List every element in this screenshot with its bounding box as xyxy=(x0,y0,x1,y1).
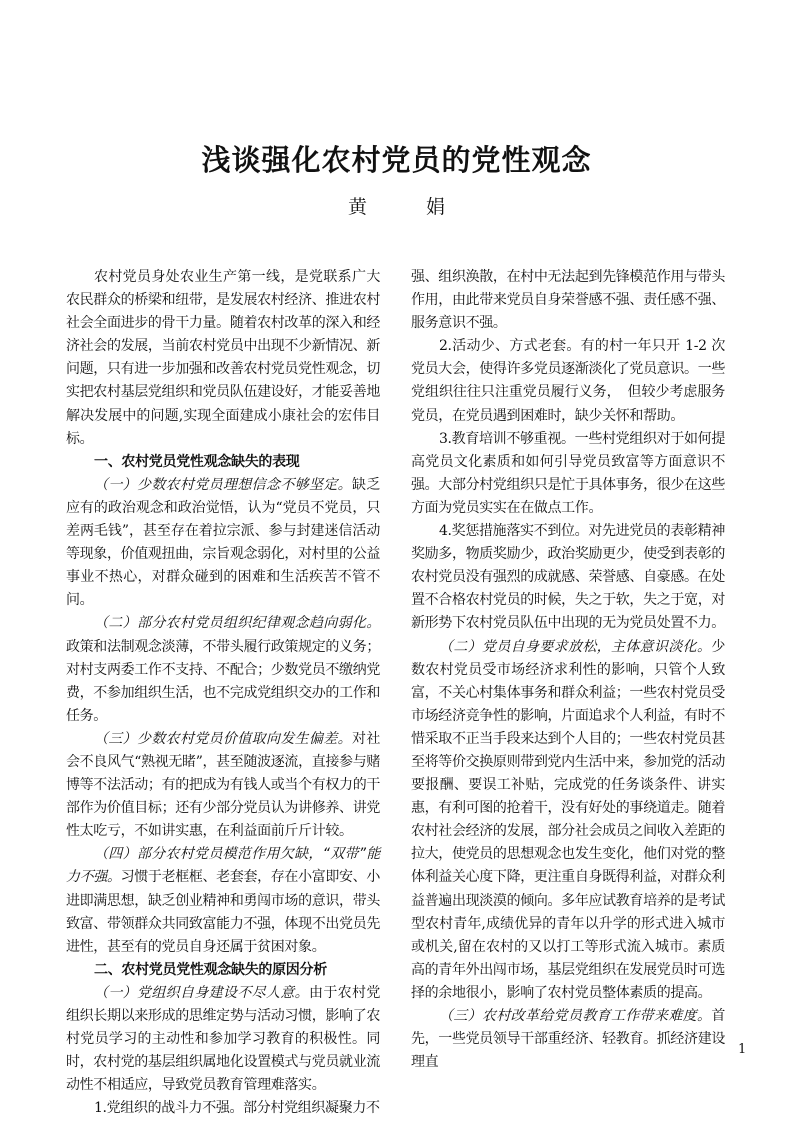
left-column xyxy=(66,266,380,1120)
article-title: 浅谈强化农村党员的党性观念 xyxy=(201,143,592,177)
paragraph-1-4-body: 习惯于老框框、老套套，存在小富即安、小进即满思想，缺乏创业精神和勇闯市场的意识，带头致富、带领群众共同致富能力不强，体现不出党员先进性，甚至有的党员自身还属于贫困对象。 xyxy=(66,869,380,955)
author-name: 黄 娟 xyxy=(347,196,465,218)
page-number: 1 xyxy=(738,1042,747,1057)
intro-paragraph: 农村党员身处农业生产第一线，是党联系广大农民群众的桥梁和纽带，是发展农村经济、推进农村社会全面进步的骨干力量。随着农村改革的深入和经济社会的发展，当前农村党员中出现不少新情况、新问题，只有进一步加强和改善农村党员党性观念，切实把农村基层党组织和党员队伍建设好，才能妥善地解决发展中的问题,实现全面建成小康社会的宏伟目标。 xyxy=(66,269,380,447)
subheading-2-2: （二）党员自身要求放松，主体意识淡化。 xyxy=(439,638,712,655)
subheading-1-2: （二）部分农村党员组织纪律观念趋向弱化。 xyxy=(94,615,380,632)
paragraph-2-2 xyxy=(411,636,725,1006)
list-item-1: 1.党组织的战斗力不强。部分村党组织凝聚力不 xyxy=(94,1100,380,1117)
paragraph-1-3 xyxy=(66,728,380,843)
subheading-2-3: （三）农村改革给党员教育工作带来难度。 xyxy=(439,1008,712,1024)
paragraph-1-2 xyxy=(66,612,380,727)
right-column xyxy=(411,266,725,1074)
paragraph-1-1 xyxy=(66,474,380,613)
paragraph-1-3-body: 对社会不良风气“熟视无睹”，甚至随波逐流，直接参与赌博等不法活动；有的把成为有钱人或当个有权力的干部作为价值目标；还有少部分党员认为讲修养、讲党性太吃亏，不如讲实惠，在利益面前斤斤计较。 xyxy=(66,730,380,840)
paragraph-1-2-body: 政策和法制观念淡薄，不带头履行政策规定的义务；对村支两委工作不支持、不配合；少数党员不缴纳党费，不参加组织生活，也不完成党组织交办的工作和任务。 xyxy=(66,638,380,724)
list-item-2: 2.活动少、方式老套。有的村一年只开 1-2 次党员大会，使得许多党员逐渐淡化了党员意识。一些党组织往往只注重党员履行义务， 但较少考虑服务党员，在党员遇到困难时，缺少关怀和帮助。 xyxy=(411,338,725,424)
paragraph-1-4 xyxy=(66,843,380,958)
list-item-3: 3.教育培训不够重视。一些村党组织对于如何提高党员文化素质和如何引导党员致富等方面意识不强。大部分村党组织只是忙于具体事务，很少在这些方面为党员实实在在做点工作。 xyxy=(411,430,725,516)
list-item-4: 4.奖惩措施落实不到位。对先进党员的表彰精神奖励多，物质奖励少，政治奖励更少，使受到表彰的农村党员没有强烈的成就感、荣誉感、自豪感。在处置不合格农村党员的时候，失之于软，失之于宽，对新形势下农村党员队伍中出现的无为党员处置不力。 xyxy=(411,523,725,632)
paragraph-2-3-body: 首先，一些党员领导干部重经济、轻教育。抓经济建设理直 xyxy=(411,1008,725,1071)
list-item-1-continued: 强、组织涣散，在村中无法起到先锋模范作用与带头作用，由此带来党员自身荣誉感不强、责任感不强、服务意识不强。 xyxy=(411,269,725,332)
section-heading-1: 一、农村党员党性观念缺失的表现 xyxy=(94,453,300,470)
paragraph-2-2-body: 少数农村党员受市场经济求利性的影响，只管个人致富，不关心村集体事务和群众利益；一些农村党员受市场经济竞争性的影响，片面追求个人利益，有时不惜采取不正当手段来达到个人目的；一些农村党员甚至将等价交换原则带到党内生活中来，参加党的活动要报酬、要误工补贴，完成党的任务谈条件、讲实惠，有利可图的抢着干，没有好处的事绕道走。随着农村社会经济的发展，部分社会成员之间收入差距的拉大，使党员的思想观念也发生变化，他们对党的整体利益关心度下降，更注重自身既得利益，对群众利益普遍出现淡漠的倾向。多年应试教育培养的是考试型农村青年,成绩优异的青年以升学的形式进入城市或机关,留在农村的又以打工等形式流入城市。素质高的青年外出闯市场，基层党组织在发展党员时可选择的余地很小，影响了农村党员整体素质的提高。 xyxy=(411,638,725,1001)
paragraph-2-1 xyxy=(66,982,380,1097)
subheading-1-3: （三）少数农村党员价值取向发生偏差。 xyxy=(94,730,352,747)
paragraph-1-1-body: 缺乏应有的政治观念和政治觉悟，认为“党员不党员，只差两毛钱”，甚至存在着拉宗派、参与封建迷信活动等现象，价值观扭曲，宗旨观念弱化，对村里的公益事业不热心，对群众碰到的困难和生活疾苦不管不问。 xyxy=(66,476,380,609)
subheading-1-1: （一）少数农村党员理想信念不够坚定。 xyxy=(94,476,352,493)
subheading-1-4: （四）部分农村党员模范作用欠缺，“双带”能力不强。 xyxy=(66,846,380,886)
paragraph-2-1-body: 由于农村党组织长期以来形成的思维定势与活动习惯，影响了农村党员学习的主动性和参加学习教育的积极性。同时，农村党的基层组织属地化设置模式与党员就业流动性不相适应，导致党员教育管理难落实。 xyxy=(66,984,381,1094)
paragraph-2-3 xyxy=(411,1005,725,1074)
section-heading-2: 二、农村党员党性观念缺失的原因分析 xyxy=(94,961,327,978)
subheading-2-1: （一）党组织自身建设不尽人意。 xyxy=(94,984,310,1001)
